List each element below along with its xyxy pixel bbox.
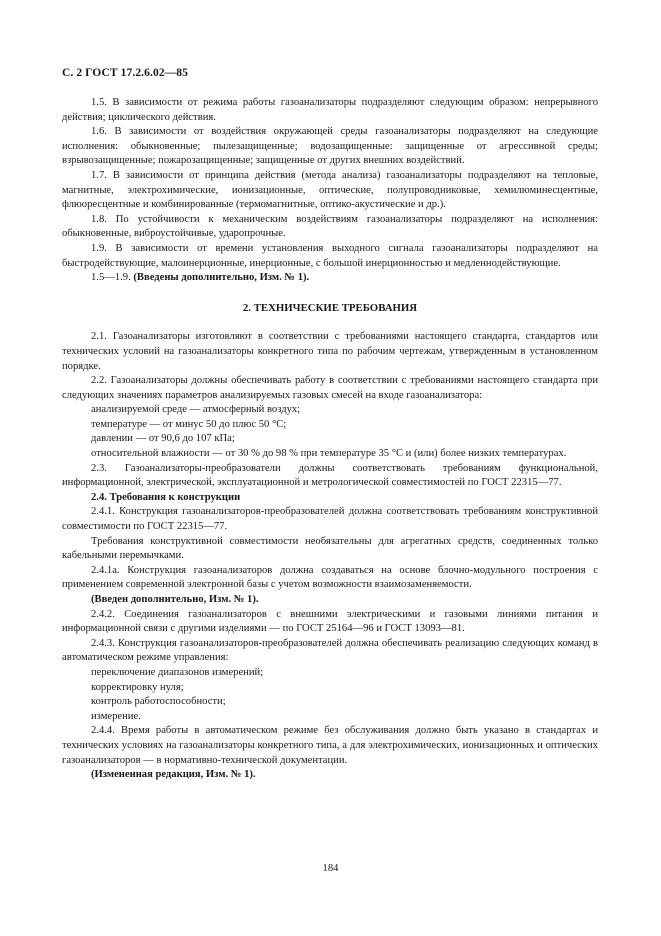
paragraph-2-1: 2.1. Газоанализаторы изготовляют в соответствии с требованиями настоящего стандарта, стандартов или технических условий на газоанализаторы конкретного типа по рабочим чертежам, утвержденным в установленном порядке.: [62, 331, 598, 372]
amendment-note-1-text: (Введены дополнительно, Изм. № 1).: [133, 272, 310, 284]
list-item: анализируемой среде — атмосферный воздух;: [91, 404, 301, 416]
list-item: корректировку нуля;: [91, 681, 184, 693]
paragraph-2-4-1a: 2.4.1а. Конструкция газоанализаторов должна создаваться на основе блочно-модульного построения с применением современной электронной базы с учетом возможности взаимозаменяемости.: [62, 564, 598, 591]
paragraph-2-2: 2.2. Газоанализаторы должны обеспечивать работу в соответствии с требованиями настоящего стандарта при следующих значениях параметров анализируемых газовых смесей на входе газоанализатора:: [62, 375, 598, 401]
page-number: 184: [322, 863, 339, 874]
paragraph-1-5: 1.5. В зависимости от режима работы газоанализаторы подразделяют следующим образом: непрерывного действия; циклического действия.: [62, 97, 598, 123]
list-item: измерение.: [91, 710, 141, 722]
amendment-note-1-prefix: 1.5—1.9.: [91, 272, 131, 284]
amendment-note-3: (Измененная редакция, Изм. № 1).: [91, 769, 256, 781]
paragraph-1-7: 1.7. В зависимости от принципа действия (метода анализа) газоанализаторы подразделяют на тепловые, магнитные, электрохимические, ионизационные, оптические, полупроводниковые, хемилюминесцентные, флюоресцентные и комбинированные (термомагнитные, оптико-акустические и др.).: [62, 169, 598, 211]
amendment-note-2: (Введен дополнительно, Изм. № 1).: [91, 594, 259, 605]
paragraph-1-8: 1.8. По устойчивости к механическим воздействиям газоанализаторы подразделяют на исполнения: обыкновенные, виброустойчивые, ударопрочные.: [62, 213, 598, 240]
paragraph-2-4-2: 2.4.2. Соединения газоанализаторов с внешними электрическими и газовыми линиями питания и информационной связи с другими изделиями — по ГОСТ 25164—96 и ГОСТ 13093—81.: [62, 608, 598, 635]
paragraph-2-4-1: 2.4.1. Конструкция газоанализаторов-преобразователей должна соответствовать требованиям конструктивной совместимости по ГОСТ 22315—77.: [62, 506, 598, 533]
paragraph-1-9: 1.9. В зависимости от времени установления выходного сигнала газоанализаторы подразделяют на быстродействующие, малоинерционные, инерционные, с большой инерционностью и медленнодействующие.: [62, 242, 598, 269]
paragraph-2-4-1-note: Требования конструктивной совместимости необязательны для агрегатных средств, соединенных только кабельными перемычками.: [62, 535, 598, 562]
list-item: контроль работоспособности;: [91, 696, 226, 708]
document-body: [62, 96, 598, 783]
page-header: С. 2 ГОСТ 17.2.6.02—85: [62, 67, 188, 79]
amendment-note-1: [62, 271, 598, 286]
list-item: переключение диапазонов измерений;: [91, 666, 264, 678]
subsection-2-4-title: 2.4. Требования к конструкции: [91, 491, 241, 503]
list-item: давлении — от 90,6 до 107 кПа;: [91, 433, 235, 445]
paragraph-2-2-humidity: относительной влажности — от 30 % до 98 % при температуре 35 °С и (или) более низких температурах.: [91, 448, 567, 460]
paragraph-2-3: 2.3. Газоанализаторы-преобразователи должны соответствовать требованиям функциональной, информационной, электрической, эксплуатационной и метрологической совместимостей по ГОСТ 22315—77.: [62, 462, 598, 489]
list-item: температуре — от минус 50 до плюс 50 °С;: [91, 418, 287, 430]
section-2-title: 2. ТЕХНИЧЕСКИЕ ТРЕБОВАНИЯ: [242, 301, 418, 314]
paragraph-1-6: 1.6. В зависимости от воздействия окружающей среды газоанализаторы подразделяют на следующие исполнения: обыкновенные; пылезащищенные; водозащищенные: защищенные от агрессивной среды; взрывозащищенные; пожарозащищенные; защищенные от других внешних воздействий.: [62, 126, 598, 167]
paragraph-2-4-4: 2.4.4. Время работы в автоматическом режиме без обслуживания должно быть указано в стандартах и технических условиях на газоанализаторы конкретного типа, а для электрохимических, ионизационных и оптических газоанализаторов — в нормативно-технической документации.: [62, 725, 598, 766]
paragraph-2-4-3: 2.4.3. Конструкция газоанализаторов-преобразователей должна обеспечивать реализацию следующих команд в автоматическом режиме управления:: [62, 637, 598, 664]
